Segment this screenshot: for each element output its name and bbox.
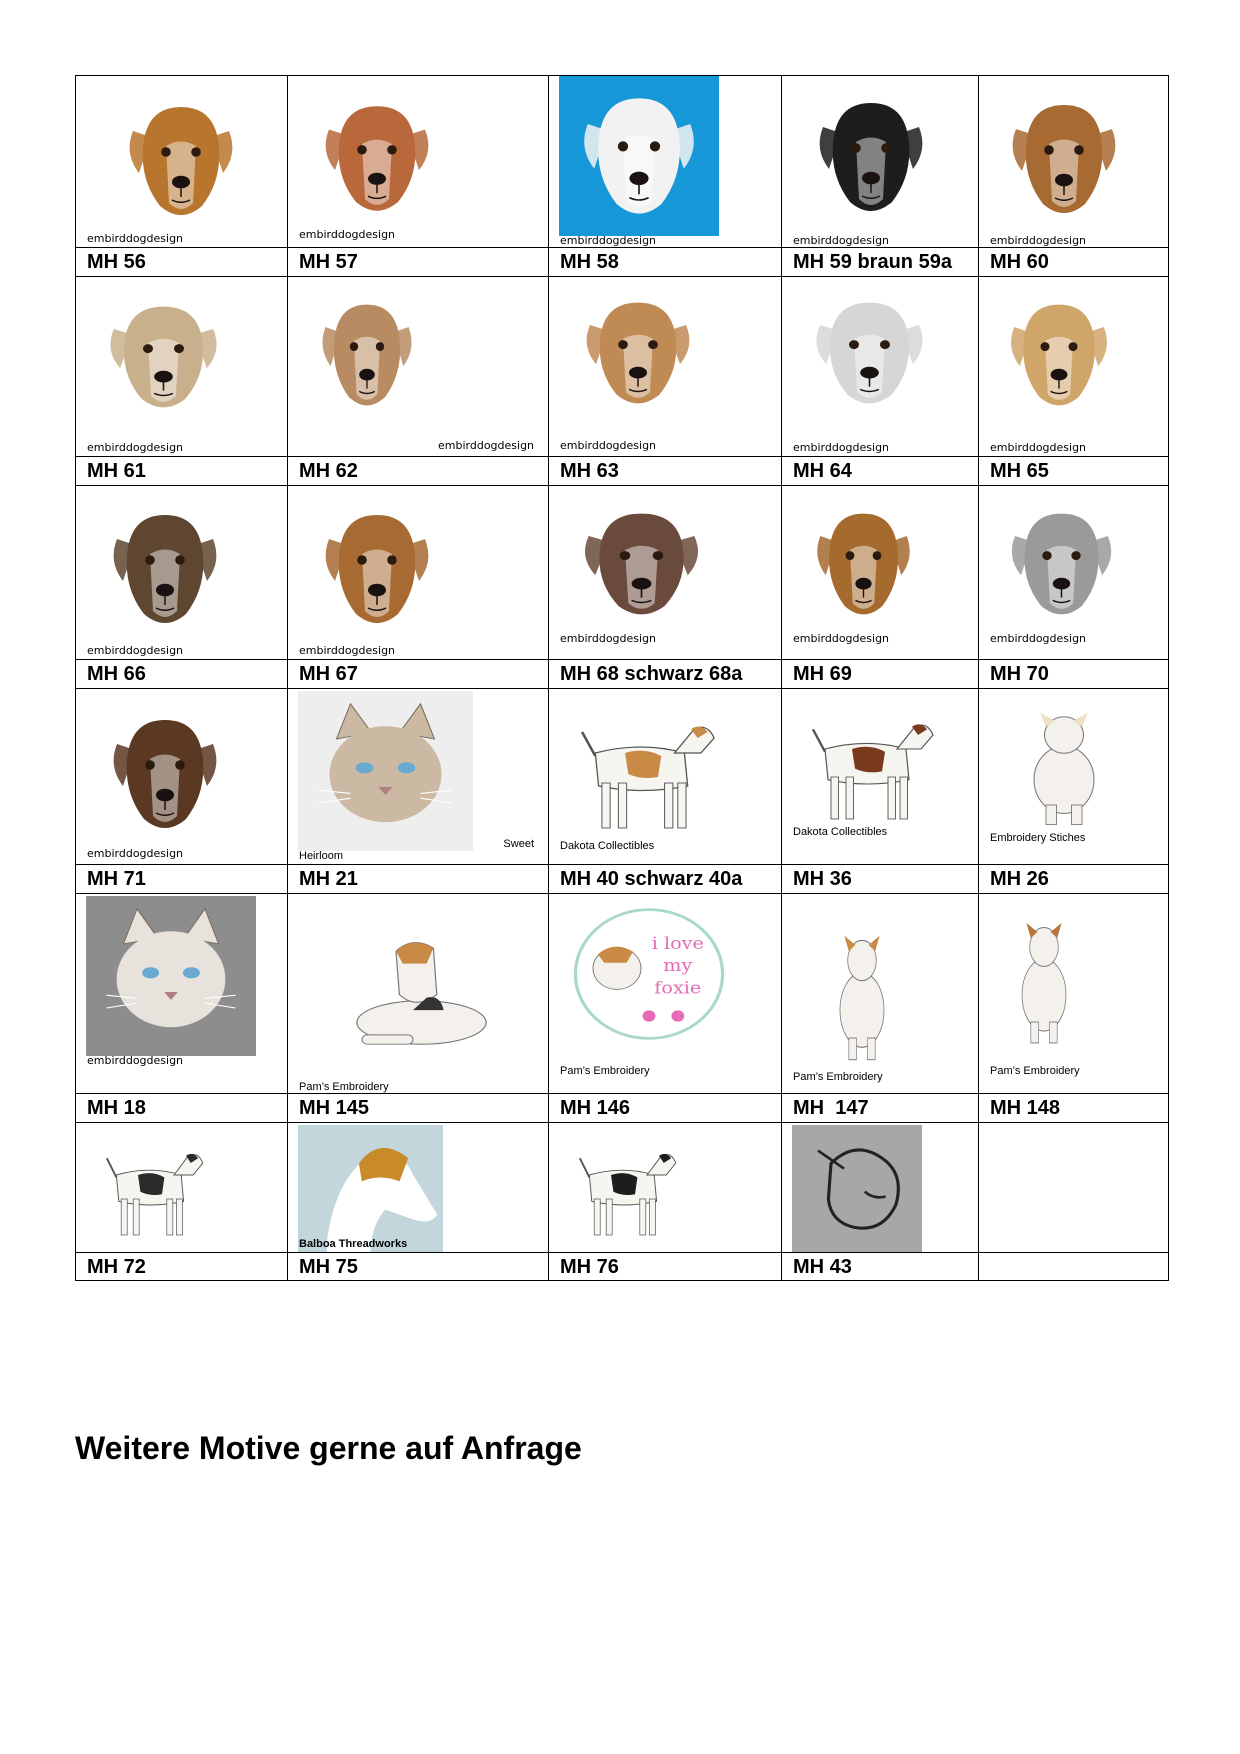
motif-code-label: MH 61 [75, 456, 287, 485]
designer-credit-secondary: Sweet [503, 838, 534, 850]
motif-code-label: MH 63 [548, 456, 781, 485]
motif-image-cell [978, 75, 1169, 247]
motif-code-label: MH 76 [548, 1252, 781, 1281]
designer-credit: embirddogdesign [560, 632, 657, 645]
label-row [75, 456, 1169, 485]
badge-text-line-1: i love [651, 933, 704, 954]
motif-image-cell [75, 485, 287, 659]
label-row [75, 1252, 1169, 1281]
designer-credit: embirddogdesign [793, 441, 890, 454]
motif-code-label: MH 18 [75, 1093, 287, 1122]
designer-credit: Embroidery Stiches [990, 832, 1086, 844]
designer-credit: embirddogdesign [793, 632, 890, 645]
label-row [75, 659, 1169, 688]
motif-image-cell [978, 893, 1169, 1093]
motif-image-cell [75, 276, 287, 456]
motif-code-label: MH 145 [287, 1093, 548, 1122]
label-row [75, 1093, 1169, 1122]
i-love-my-foxie-badge-icon [569, 904, 729, 1044]
motif-code-label: MH 72 [75, 1252, 287, 1281]
motif-image-cell [548, 1122, 781, 1252]
image-row [75, 276, 1169, 456]
badge-text-line-3: foxie [654, 978, 702, 999]
designer-credit: embirddogdesign [793, 234, 890, 247]
designer-credit: Pam’s Embroidery [560, 1065, 650, 1077]
motif-image-cell [287, 485, 548, 659]
motif-image-cell [978, 688, 1169, 864]
motif-catalog-table [75, 75, 1169, 1281]
motif-image-cell [287, 276, 548, 456]
motif-image-cell [75, 688, 287, 864]
motif-code-label: MH 147 [781, 1093, 978, 1122]
designer-credit: Pam’s Embroidery [793, 1071, 883, 1083]
designer-credit: embirddogdesign [560, 439, 657, 452]
motif-image-cell [287, 688, 548, 864]
designer-credit: embirddogdesign [87, 644, 184, 657]
motif-code-label: MH 65 [978, 456, 1169, 485]
image-row [75, 75, 1169, 247]
motif-image-cell [75, 1122, 287, 1252]
wire-fox-terrier-sitting-icon [807, 914, 917, 1069]
poodle-sitting-icon [989, 693, 1139, 833]
motif-code-label: MH 58 [548, 247, 781, 276]
motif-code-label: MH 70 [978, 659, 1169, 688]
motif-code-label: MH 67 [287, 659, 548, 688]
westie-head-icon [559, 76, 719, 236]
motif-image-cell [781, 276, 978, 456]
motif-image-cell [548, 893, 781, 1093]
rhodesian-ridgeback-head-icon [106, 86, 256, 236]
black-terrier-head-icon [796, 82, 946, 232]
motif-code-label: MH 69 [781, 659, 978, 688]
smooth-fox-terrier-standing-icon [90, 1127, 210, 1247]
designer-credit: embirddogdesign [87, 441, 184, 454]
motif-image-cell [781, 75, 978, 247]
motif-code-label: MH 71 [75, 864, 287, 893]
beagle-head-icon [302, 86, 452, 231]
motif-image-cell [781, 1122, 978, 1252]
image-row [75, 485, 1169, 659]
motif-code-label: MH 40 schwarz 40a [548, 864, 781, 893]
motif-image-cell [978, 1122, 1169, 1252]
label-row [75, 247, 1169, 276]
image-row [75, 893, 1169, 1093]
labradoodle-head-icon [90, 699, 240, 849]
motif-image-cell [978, 485, 1169, 659]
golden-retriever-head-icon [989, 285, 1129, 425]
designer-credit: embirddogdesign [438, 439, 535, 452]
designer-credit: embirddogdesign [87, 847, 184, 860]
designer-credit: Pam’s Embroidery [299, 1081, 389, 1093]
closing-note: Weitere Motive gerne auf Anfrage [75, 1430, 582, 1466]
motif-image-cell [287, 893, 548, 1093]
designer-credit: Dakota Collectibles [793, 826, 888, 838]
designer-credit: Pam’s Embroidery [990, 1065, 1080, 1077]
motif-image-cell [75, 75, 287, 247]
motif-image-cell [978, 276, 1169, 456]
fox-terrier-standing-icon [559, 693, 724, 843]
motif-code-label: MH 21 [287, 864, 548, 893]
wirehaired-dachshund-head-icon [90, 494, 240, 644]
pug-head-icon [86, 287, 241, 427]
fox-terrier-head-icon [989, 84, 1139, 234]
white-cat-head-icon [86, 896, 256, 1056]
french-bulldog-head-icon [302, 285, 432, 425]
motif-image-cell [75, 893, 287, 1093]
motif-code-label: MH 43 [781, 1252, 978, 1281]
motif-code-label: MH 66 [75, 659, 287, 688]
badge-text-line-2: my [663, 956, 693, 976]
wire-fox-terrier-panting-icon [989, 902, 1099, 1052]
motif-code-label: MH 64 [781, 456, 978, 485]
designer-credit: embirddogdesign [87, 232, 184, 245]
designer-credit: Balboa Threadworks [299, 1238, 408, 1250]
motif-code-label: MH 26 [978, 864, 1169, 893]
motif-image-cell [781, 485, 978, 659]
designer-credit: Heirloom [299, 850, 344, 862]
motif-image-cell [548, 75, 781, 247]
motif-code-label: MH 56 [75, 247, 287, 276]
designer-credit: embirddogdesign [299, 644, 396, 657]
fox-terrier-head-profile-icon [298, 1125, 443, 1252]
motif-image-cell [781, 893, 978, 1093]
motif-code-label: MH 146 [548, 1093, 781, 1122]
motif-code-label: MH 36 [781, 864, 978, 893]
designer-credit: embirddogdesign [299, 228, 396, 241]
designer-credit: Dakota Collectibles [560, 840, 655, 852]
designer-credit: embirddogdesign [87, 1054, 184, 1067]
motif-code-label: MH 62 [287, 456, 548, 485]
motif-code-label [978, 1252, 1169, 1281]
jack-russell-head-icon [302, 494, 452, 644]
motif-image-cell [548, 485, 781, 659]
terrier-sketch-icon [792, 1125, 922, 1252]
english-bulldog-head-icon [792, 283, 947, 423]
wire-fox-terrier-standing-icon [792, 693, 942, 833]
motif-code-label: MH 75 [287, 1252, 548, 1281]
staffordshire-head-icon [563, 283, 713, 423]
designer-credit: embirddogdesign [990, 632, 1087, 645]
motif-code-label: MH 60 [978, 247, 1169, 276]
motif-code-label: MH 57 [287, 247, 548, 276]
poodle-head-icon [989, 494, 1134, 634]
wire-fox-terrier-standing-black-icon [563, 1127, 683, 1247]
wire-fox-terrier-lying-icon [328, 914, 498, 1069]
motif-image-cell [548, 276, 781, 456]
image-row [75, 688, 1169, 864]
image-row [75, 1122, 1169, 1252]
designer-credit: embirddogdesign [990, 441, 1087, 454]
label-row [75, 864, 1169, 893]
motif-image-cell [287, 1122, 548, 1252]
labrador-head-icon [559, 494, 724, 634]
motif-image-cell [287, 75, 548, 247]
motif-image-cell [781, 688, 978, 864]
motif-code-label: MH 148 [978, 1093, 1169, 1122]
motif-image-cell [548, 688, 781, 864]
siamese-cat-head-icon [298, 691, 473, 851]
collie-head-icon [796, 494, 931, 634]
designer-credit: embirddogdesign [560, 234, 657, 247]
motif-code-label: MH 59 braun 59a [781, 247, 978, 276]
designer-credit: embirddogdesign [990, 234, 1087, 247]
motif-code-label: MH 68 schwarz 68a [548, 659, 781, 688]
